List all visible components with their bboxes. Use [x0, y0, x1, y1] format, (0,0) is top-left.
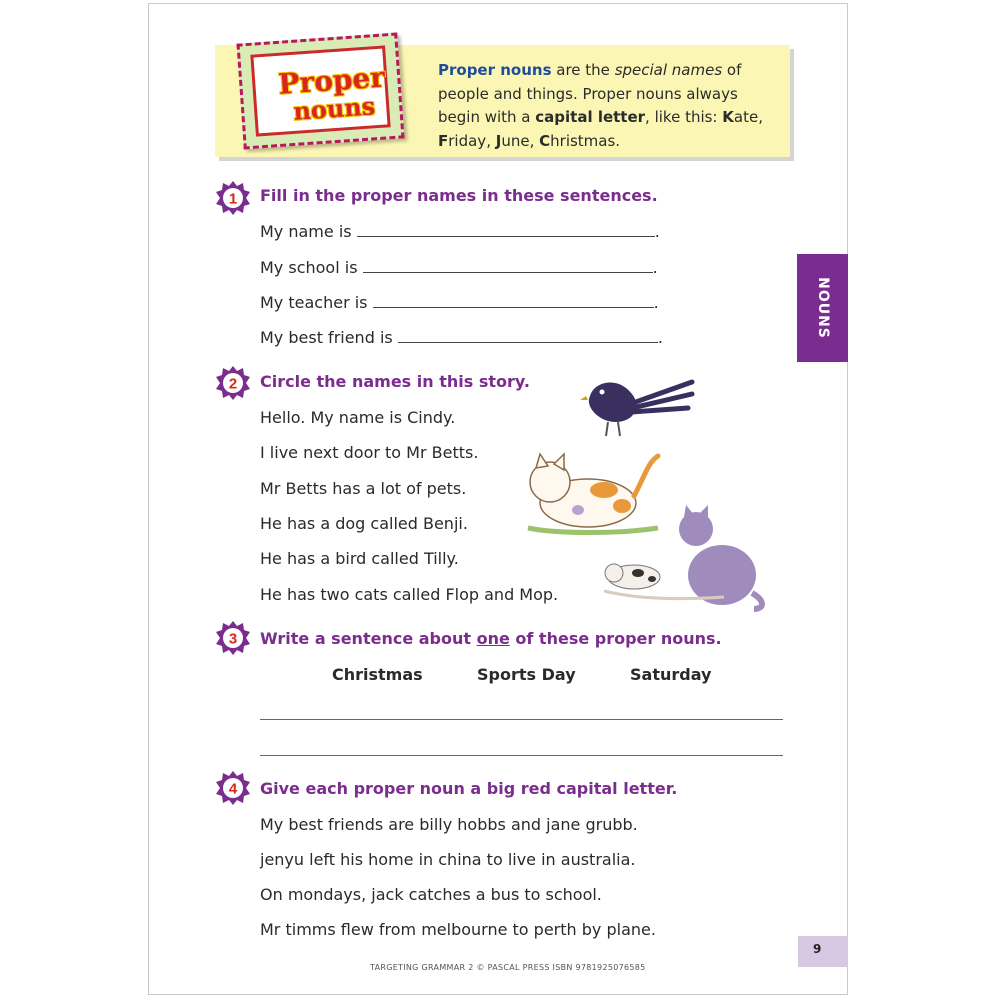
- example-rest: une: [501, 131, 530, 150]
- intro-special: special names: [614, 61, 723, 79]
- example-cap: C: [539, 131, 551, 150]
- q2-title: Circle the names in this story.: [260, 372, 530, 391]
- proper-noun-option: Sports Day: [477, 665, 576, 684]
- q2-story-line[interactable]: I live next door to Mr Betts.: [260, 443, 479, 462]
- question-number: 4: [228, 780, 238, 798]
- intro-text-2: of people and things. Proper nouns always begin with a: [438, 61, 742, 126]
- q4-sentence[interactable]: On mondays, jack catches a bus to school.: [260, 885, 602, 904]
- page-number-box: [798, 936, 848, 967]
- q2-story-line[interactable]: He has a dog called Benji.: [260, 514, 468, 533]
- proper-noun-option: Saturday: [630, 665, 712, 684]
- example-rest: hristmas.: [550, 131, 621, 150]
- answer-blank[interactable]: [398, 329, 658, 343]
- question-number: 3: [228, 630, 238, 648]
- q2-story-line[interactable]: He has a bird called Tilly.: [260, 549, 459, 568]
- q1-title: Fill in the proper names in these sentences.: [260, 186, 658, 205]
- intro-text-3: , like this:: [645, 108, 723, 126]
- example-cap: K: [722, 108, 734, 126]
- page-number: 9: [813, 942, 822, 956]
- cats-and-dog-illustration: [604, 505, 769, 613]
- example-rest: ate: [733, 108, 759, 126]
- q3-title-part: of these proper nouns.: [509, 629, 722, 648]
- example-rest: riday: [448, 131, 487, 150]
- q1-prompt: My school is: [260, 258, 358, 277]
- question-number-badge-2: [215, 365, 251, 401]
- q2-story-line[interactable]: Hello. My name is Cindy.: [260, 408, 456, 427]
- q1-line-4: [260, 328, 663, 347]
- section-tab: [797, 254, 848, 362]
- example-cap: F: [438, 131, 449, 150]
- intro-text: Proper nouns are the special names of people and things. Proper nouns always begin with a capital letter, like this: Kate, Friday, June, Christmas.: [438, 61, 763, 150]
- full-stop: .: [652, 258, 658, 277]
- title-badge: [236, 33, 404, 150]
- question-number: 1: [228, 190, 238, 208]
- intro-capital: capital letter: [535, 108, 646, 126]
- q3-title-part: Write a sentence about: [260, 629, 477, 648]
- q4-title: Give each proper noun a big red capital letter.: [260, 779, 678, 798]
- title-badge-line1: Proper: [277, 60, 386, 101]
- full-stop: .: [654, 222, 660, 241]
- answer-blank[interactable]: [363, 259, 653, 273]
- q4-sentence[interactable]: My best friends are billy hobbs and jane grubb.: [260, 815, 638, 834]
- title-badge-line2: nouns: [292, 91, 377, 126]
- q1-prompt: My name is: [260, 222, 352, 241]
- intro-term: Proper nouns: [438, 61, 552, 79]
- answer-blank[interactable]: [373, 294, 654, 308]
- q3-title: [260, 629, 722, 648]
- question-number: 2: [228, 375, 238, 393]
- q4-sentence[interactable]: Mr timms flew from melbourne to perth by plane.: [260, 920, 656, 939]
- proper-noun-option: Christmas: [332, 665, 423, 684]
- title-badge-card: [250, 45, 390, 136]
- q1-prompt: My best friend is: [260, 328, 393, 347]
- section-tab-label: NOUNS: [814, 277, 831, 339]
- writing-line-1[interactable]: [260, 719, 783, 720]
- intro-text-1: are the: [551, 61, 615, 79]
- full-stop: .: [657, 328, 663, 347]
- q4-sentence[interactable]: jenyu left his home in china to live in australia.: [260, 850, 636, 869]
- example-cap: J: [495, 131, 502, 150]
- question-number-badge-1: [215, 180, 251, 216]
- q1-line-2: [260, 258, 658, 277]
- q1-prompt: My teacher is: [260, 293, 368, 312]
- q1-line-3: [260, 293, 659, 312]
- full-stop: .: [653, 293, 659, 312]
- q2-story-line[interactable]: Mr Betts has a lot of pets.: [260, 479, 467, 498]
- q3-title-underlined: one: [476, 629, 510, 648]
- q2-story-line[interactable]: He has two cats called Flop and Mop.: [260, 585, 559, 604]
- bird-illustration: [580, 372, 700, 442]
- question-number-badge-4: [215, 770, 251, 806]
- question-number-badge-3: [215, 620, 251, 656]
- q1-line-1: [260, 222, 660, 241]
- answer-blank[interactable]: [357, 223, 655, 237]
- footer-credit: TARGETING GRAMMAR 2 © PASCAL PRESS ISBN 9781925076585: [370, 963, 646, 972]
- writing-line-2[interactable]: [260, 755, 783, 756]
